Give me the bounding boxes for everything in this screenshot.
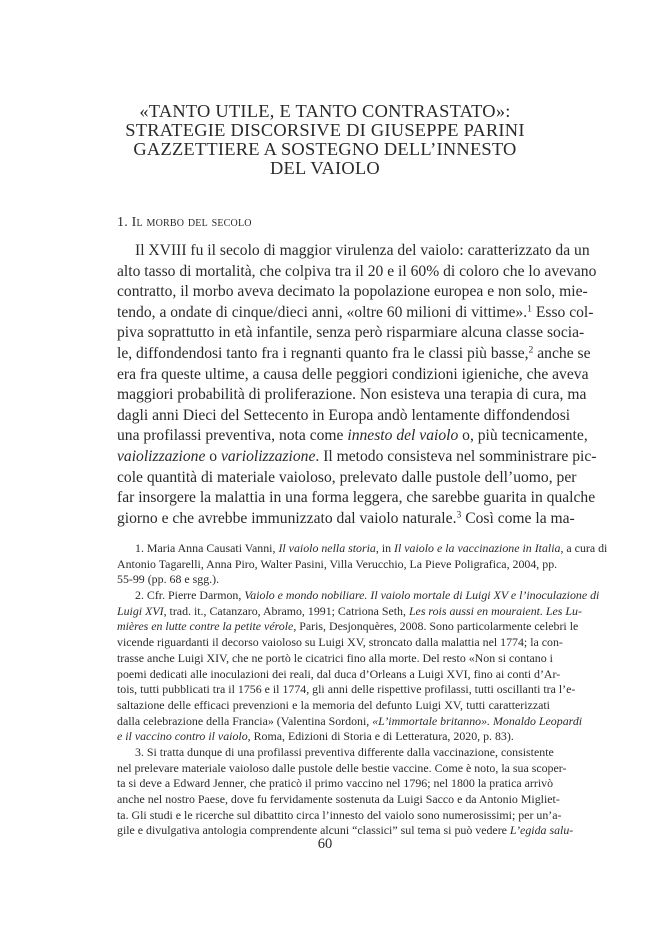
- footnote-line: trasse anche Luigi XIV, che ne portò le cicatrici fino alla morte. Del resto «Non si contano i: [117, 650, 553, 665]
- body-line: piva soprattutto in età infantile, senza però risparmiare alcuna classe socia-: [117, 324, 585, 342]
- footnote-line: ta si deve a Edward Jenner, che praticò il primo vaccino nel 1796; nel 1800 la pratica arrivò: [117, 776, 554, 791]
- footnote-line: mières en lutte contre la petite vérole, Paris, Desjonquères, 2008. Sono particolarmente celebri le: [117, 619, 579, 634]
- body-line: alto tasso di mortalità, che colpiva tra il 20 e il 60% di coloro che lo avevano: [117, 262, 597, 280]
- footnote-line: 55-99 (pp. 68 e sgg.).: [117, 572, 220, 587]
- section-number: 1.: [117, 215, 128, 230]
- footnote-line: 2. Cfr. Pierre Darmon, Vaiolo e mondo nobiliare. Il vaiolo mortale di Luigi XV e l’inoculazione di: [135, 588, 600, 603]
- body-line: maggiori probabilità di proliferazione. Non esisteva una terapia di cura, ma: [117, 386, 587, 404]
- footnote-line: tois, tutti pubblicati tra il 1756 e il 1774, gli anni delle rispettive profilassi, tutti oscillanti tra l’e-: [117, 682, 576, 697]
- footnote-line: vicende riguardanti il decorso vaioloso su Luigi XV, stroncato dalla malattia nel 1774; la con-: [117, 635, 563, 650]
- footnote-line: 3. Si tratta dunque di una profilassi preventiva differente dalla vaccinazione, consistente: [135, 744, 554, 759]
- footnote-line: Luigi XVI, trad. it., Catanzaro, Abramo, 1991; Catriona Seth, Les rois aussi en mouraient. Les Lu-: [117, 603, 582, 618]
- body-line: giorno e che avrebbe immunizzato dal vaiolo naturale.$^3$ Così come la ma-: [117, 509, 575, 527]
- footnote-line: saltazione delle efficaci prevenzioni e la memoria del defunto Luigi XV, tutti caratterizzati: [117, 697, 550, 712]
- title-line: DEL VAIOLO: [270, 158, 380, 178]
- article-title: [115, 102, 535, 178]
- footnote-line: ta. Gli studi e le ricerche sul dibattito circa l’innesto del vaiolo sono numerosissimi; per un’a-: [117, 807, 562, 822]
- footnote-line: nel prelevare materiale vaioloso dalle pustole delle bestie vaccine. Come è noto, la sua scoper-: [117, 760, 567, 775]
- body-text: [117, 241, 597, 529]
- footnote-line: poemi dedicati alle inoculazioni dei reali, dal duca d’Orleans a Luigi XVI, fino ai conti d’Ar-: [117, 666, 561, 681]
- body-line: era fra queste ultime, a causa delle peggiori condizioni igieniche, che aveva: [117, 365, 589, 383]
- footnote-line: anche nel nostro Paese, dove fu fervidamente sostenuta da Luigi Sacco e da Antonio Migliet-: [117, 792, 560, 806]
- footnote-line: Antonio Tagarelli, Anna Piro, Walter Pasini, Villa Verucchio, La Pieve Poligrafica, 2004, pp.: [117, 556, 558, 571]
- footnote-line: 1. Maria Anna Causati Vanni, Il vaiolo nella storia, in Il vaiolo e la vaccinazione in Italia, a cura di: [135, 541, 608, 555]
- footnote-ref[interactable]: 1: [527, 303, 532, 315]
- footnote-ref[interactable]: 3: [456, 509, 462, 521]
- footnote-line: e il vaccino contro il vaiolo, Roma, Edizioni di Storia e di Letteratura, 2020, p. 83).: [117, 729, 514, 744]
- body-line: dagli anni Dieci del Settecento in Europa andò lentamente diffondendosi: [117, 406, 571, 424]
- footnotes: [117, 541, 608, 839]
- title-line: GAZZETTIERE A SOSTEGNO DELL’INNESTO: [133, 139, 517, 159]
- body-line: vaiolizzazione o variolizzazione. Il metodo consisteva nel somministrare pic-: [117, 447, 597, 465]
- footnote-ref[interactable]: 2: [528, 344, 534, 356]
- footnote-line: dalla celebrazione della Francia» (Valentina Sordoni, «L’immortale britanno». Monaldo Leopardi: [117, 713, 583, 728]
- body-line: cole quantità di materiale vaioloso, prelevato dalle pustole dell’uomo, per: [117, 468, 577, 486]
- body-line: far insorgere la malattia in una forma leggera, che sarebbe guarita in qualche: [117, 489, 596, 507]
- title-line: «TANTO UTILE, E TANTO CONTRASTATO»:: [139, 101, 511, 121]
- footnote-line: gile e divulgativa antologia comprendente alcuni “classici” sul tema si può vedere L’egida salu-: [117, 823, 574, 838]
- page-number: 60: [317, 836, 333, 852]
- body-line: una profilassi preventiva, nota come innesto del vaiolo o, più tecnicamente,: [117, 427, 588, 445]
- section-heading: [117, 215, 252, 231]
- body-line: tendo, a ondate di cinque/dieci anni, «oltre 60 milioni di vittime».$^1$ Esso col-: [117, 303, 594, 321]
- body-line: Il XVIII fu il secolo di maggior virulenza del vaiolo: caratterizzato da un: [135, 242, 590, 259]
- body-line: le, diffondendosi tanto fra i regnanti quanto fra le classi più basse,$^2$ anche se: [117, 344, 591, 362]
- section-title: Il morbo del secolo: [131, 215, 252, 230]
- body-line: contratto, il morbo aveva decimato la popolazione europea e non solo, mie-: [117, 283, 588, 301]
- title-line: STRATEGIE DISCORSIVE DI GIUSEPPE PARINI: [125, 120, 525, 140]
